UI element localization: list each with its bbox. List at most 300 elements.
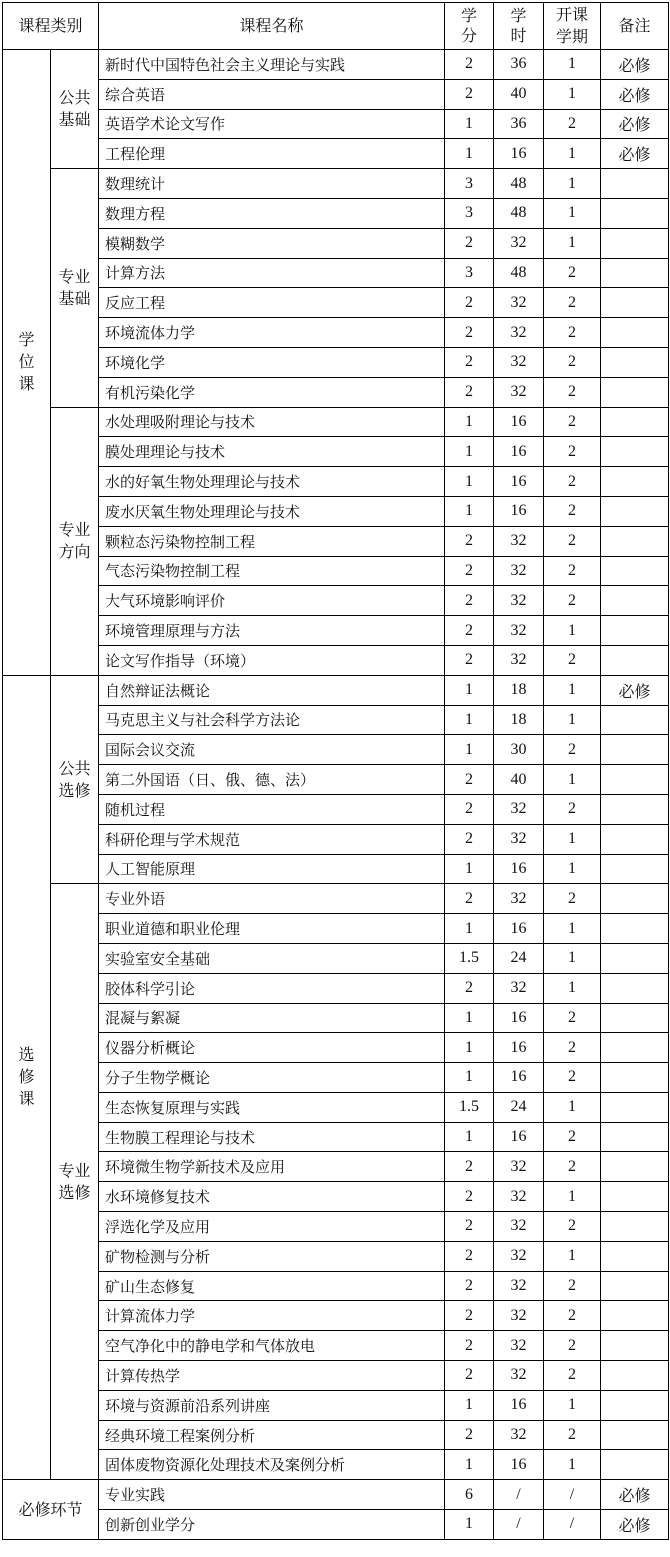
course-semester: 1 (544, 228, 601, 258)
subgroup-category-label: 专业方向 (58, 520, 91, 562)
group-category (3, 50, 51, 676)
course-semester: 2 (544, 407, 601, 437)
course-note (601, 884, 669, 914)
course-name: 创新创业学分 (99, 1510, 445, 1540)
course-name: 计算流体力学 (99, 1301, 445, 1331)
course-credit: 2 (445, 1152, 494, 1182)
table-row (3, 228, 669, 258)
course-note (601, 228, 669, 258)
course-hours: 18 (494, 675, 544, 705)
course-note (601, 1063, 669, 1093)
table-row (3, 1063, 669, 1093)
course-semester: / (544, 1480, 601, 1510)
course-credit: 2 (445, 79, 494, 109)
table-row (3, 1241, 669, 1271)
course-note (601, 556, 669, 586)
course-semester: 1 (544, 914, 601, 944)
course-name: 随机过程 (99, 794, 445, 824)
course-name: 环境微生物学新技术及应用 (99, 1152, 445, 1182)
course-credit: 1 (445, 437, 494, 467)
course-note: 必修 (601, 1480, 669, 1510)
table-row (3, 1420, 669, 1450)
course-semester: 1 (544, 705, 601, 735)
course-note (601, 1241, 669, 1271)
subgroup-category (51, 675, 99, 884)
table-row (3, 705, 669, 735)
table-row (3, 526, 669, 556)
course-name: 环境管理原理与方法 (99, 616, 445, 646)
header-course-name: 课程名称 (99, 3, 445, 50)
course-note (601, 318, 669, 348)
table-row (3, 318, 669, 348)
course-name: 马克思主义与社会科学方法论 (99, 705, 445, 735)
table-row (3, 377, 669, 407)
table-row (3, 79, 669, 109)
course-note (601, 914, 669, 944)
course-note: 必修 (601, 675, 669, 705)
table-row (3, 735, 669, 765)
course-semester: 2 (544, 645, 601, 675)
course-hours: 32 (494, 347, 544, 377)
course-name: 颗粒态污染物控制工程 (99, 526, 445, 556)
course-credit: 1 (445, 1390, 494, 1420)
subgroup-category (51, 407, 99, 675)
header-hours: 学时 (494, 3, 544, 50)
course-semester: 1 (544, 675, 601, 705)
table-row (3, 1212, 669, 1242)
course-semester: 2 (544, 1003, 601, 1033)
course-note (601, 496, 669, 526)
course-hours: 40 (494, 765, 544, 795)
table-row (3, 1361, 669, 1391)
course-semester: 2 (544, 1063, 601, 1093)
course-credit: 2 (445, 556, 494, 586)
table-row (3, 1450, 669, 1480)
subgroup-category (51, 50, 99, 169)
table-row (3, 675, 669, 705)
table-row (3, 198, 669, 228)
course-semester: 1 (544, 139, 601, 169)
course-note (601, 1331, 669, 1361)
group-category: 必修环节 (3, 1480, 99, 1540)
course-name: 水的好氧生物处理理论与技术 (99, 467, 445, 497)
course-note (601, 347, 669, 377)
course-hours: 16 (494, 407, 544, 437)
course-note (601, 258, 669, 288)
course-note (601, 198, 669, 228)
course-note: 必修 (601, 79, 669, 109)
course-name: 专业外语 (99, 884, 445, 914)
course-note (601, 1033, 669, 1063)
course-name: 工程伦理 (99, 139, 445, 169)
course-semester: 1 (544, 1092, 601, 1122)
course-credit: 1 (445, 914, 494, 944)
course-semester: 2 (544, 437, 601, 467)
course-note (601, 1450, 669, 1480)
course-name: 计算传热学 (99, 1361, 445, 1391)
course-note (601, 824, 669, 854)
course-name: 科研伦理与学术规范 (99, 824, 445, 854)
course-note (601, 1420, 669, 1450)
course-credit: 2 (445, 794, 494, 824)
course-credit: 3 (445, 258, 494, 288)
course-credit: 2 (445, 526, 494, 556)
course-name: 专业实践 (99, 1480, 445, 1510)
course-hours: 16 (494, 1003, 544, 1033)
table-row (3, 884, 669, 914)
course-name: 浮选化学及应用 (99, 1212, 445, 1242)
course-hours: 24 (494, 943, 544, 973)
course-credit: 1 (445, 854, 494, 884)
course-credit: 6 (445, 1480, 494, 1510)
course-credit: 1 (445, 1450, 494, 1480)
course-credit: 2 (445, 884, 494, 914)
course-credit: 1 (445, 1003, 494, 1033)
course-name: 分子生物学概论 (99, 1063, 445, 1093)
course-note (601, 1182, 669, 1212)
course-credit: 1 (445, 705, 494, 735)
course-hours: 18 (494, 705, 544, 735)
course-note (601, 377, 669, 407)
course-hours: 32 (494, 288, 544, 318)
course-hours: 16 (494, 1122, 544, 1152)
course-hours: / (494, 1510, 544, 1540)
course-name: 有机污染化学 (99, 377, 445, 407)
course-credit: 2 (445, 1182, 494, 1212)
course-note (601, 854, 669, 884)
course-semester: 1 (544, 1450, 601, 1480)
course-name: 新时代中国特色社会主义理论与实践 (99, 50, 445, 80)
course-name: 生物膜工程理论与技术 (99, 1122, 445, 1152)
course-name: 英语学术论文写作 (99, 109, 445, 139)
course-hours: 36 (494, 50, 544, 80)
course-credit: 1 (445, 139, 494, 169)
course-note (601, 943, 669, 973)
table-row (3, 437, 669, 467)
course-credit: 1 (445, 1063, 494, 1093)
subgroup-category-label: 专业基础 (58, 266, 91, 308)
course-credit: 2 (445, 973, 494, 1003)
course-credit: 3 (445, 169, 494, 199)
table-row (3, 109, 669, 139)
subgroup-category (51, 884, 99, 1480)
course-hours: 32 (494, 824, 544, 854)
table-row (3, 407, 669, 437)
course-note (601, 1212, 669, 1242)
course-credit: 2 (445, 1241, 494, 1271)
subgroup-category-label: 专业选修 (58, 1160, 91, 1202)
course-hours: 16 (494, 1450, 544, 1480)
course-note (601, 794, 669, 824)
table-row (3, 854, 669, 884)
course-semester: 1 (544, 1241, 601, 1271)
course-hours: 36 (494, 109, 544, 139)
course-name: 水环境修复技术 (99, 1182, 445, 1212)
course-name: 综合英语 (99, 79, 445, 109)
course-hours: 32 (494, 1301, 544, 1331)
course-name: 环境流体力学 (99, 318, 445, 348)
course-credit: 2 (445, 1420, 494, 1450)
table-row (3, 1003, 669, 1033)
course-credit: 1 (445, 496, 494, 526)
course-semester: 2 (544, 884, 601, 914)
table-row (3, 258, 669, 288)
course-credit: 1 (445, 1510, 494, 1540)
table-row (3, 467, 669, 497)
header-note: 备注 (601, 3, 669, 50)
table-row (3, 1390, 669, 1420)
course-hours: 16 (494, 1033, 544, 1063)
table-row (3, 1092, 669, 1122)
course-name: 论文写作指导（环境） (99, 645, 445, 675)
course-name: 环境化学 (99, 347, 445, 377)
course-credit: 2 (445, 1271, 494, 1301)
course-semester: 1 (544, 1390, 601, 1420)
course-hours: 16 (494, 437, 544, 467)
course-hours: 32 (494, 1182, 544, 1212)
course-note (601, 586, 669, 616)
course-credit: 1.5 (445, 943, 494, 973)
course-note (601, 467, 669, 497)
course-name: 胶体科学引论 (99, 973, 445, 1003)
table-row (3, 1480, 669, 1510)
course-semester: 2 (544, 1301, 601, 1331)
course-name: 空气净化中的静电学和气体放电 (99, 1331, 445, 1361)
course-note (601, 973, 669, 1003)
course-note: 必修 (601, 109, 669, 139)
course-note (601, 288, 669, 318)
table-row (3, 616, 669, 646)
course-note (601, 1301, 669, 1331)
group-category (3, 675, 51, 1480)
course-credit: 1 (445, 1122, 494, 1152)
course-credit: 2 (445, 347, 494, 377)
table-row (3, 794, 669, 824)
course-note (601, 616, 669, 646)
course-note (601, 526, 669, 556)
table-row (3, 1033, 669, 1063)
course-hours: 24 (494, 1092, 544, 1122)
course-note (601, 1122, 669, 1152)
header-credit: 学分 (445, 3, 494, 50)
course-note: 必修 (601, 139, 669, 169)
course-name: 固体废物资源化处理技术及案例分析 (99, 1450, 445, 1480)
course-semester: 1 (544, 50, 601, 80)
course-name: 数理方程 (99, 198, 445, 228)
course-name: 实验室安全基础 (99, 943, 445, 973)
group-category-label: 选修课 (18, 1045, 35, 1109)
header-category: 课程类别 (3, 3, 99, 50)
course-credit: 2 (445, 645, 494, 675)
course-credit: 1 (445, 1033, 494, 1063)
course-semester: 2 (544, 377, 601, 407)
course-hours: / (494, 1480, 544, 1510)
course-hours: 16 (494, 139, 544, 169)
table-row (3, 914, 669, 944)
course-credit: 2 (445, 586, 494, 616)
course-semester: 2 (544, 467, 601, 497)
table-row (3, 1271, 669, 1301)
table-row (3, 50, 669, 80)
course-name: 混凝与絮凝 (99, 1003, 445, 1033)
course-credit: 2 (445, 50, 494, 80)
course-name: 废水厌氧生物处理理论与技术 (99, 496, 445, 526)
course-semester: 2 (544, 1271, 601, 1301)
table-row (3, 556, 669, 586)
course-name: 模糊数学 (99, 228, 445, 258)
course-semester: 1 (544, 169, 601, 199)
course-semester: 2 (544, 1331, 601, 1361)
course-semester: 2 (544, 1122, 601, 1152)
course-name: 职业道德和职业伦理 (99, 914, 445, 944)
course-note (601, 1390, 669, 1420)
course-name: 矿物检测与分析 (99, 1241, 445, 1271)
course-hours: 32 (494, 556, 544, 586)
table-row (3, 1152, 669, 1182)
course-hours: 48 (494, 258, 544, 288)
table-row (3, 1510, 669, 1540)
course-hours: 32 (494, 228, 544, 258)
table-row (3, 288, 669, 318)
course-semester: 2 (544, 526, 601, 556)
course-credit: 1.5 (445, 1092, 494, 1122)
course-hours: 32 (494, 1361, 544, 1391)
course-note: 必修 (601, 50, 669, 80)
course-credit: 2 (445, 318, 494, 348)
course-name: 自然辩证法概论 (99, 675, 445, 705)
course-hours: 16 (494, 467, 544, 497)
course-note (601, 765, 669, 795)
course-hours: 32 (494, 616, 544, 646)
course-credit: 2 (445, 1331, 494, 1361)
course-semester: 2 (544, 556, 601, 586)
course-hours: 32 (494, 1271, 544, 1301)
course-note (601, 1361, 669, 1391)
course-semester: 2 (544, 496, 601, 526)
course-name: 环境与资源前沿系列讲座 (99, 1390, 445, 1420)
course-note (601, 1271, 669, 1301)
table-row (3, 1331, 669, 1361)
course-credit: 2 (445, 824, 494, 854)
table-row (3, 347, 669, 377)
course-semester: 2 (544, 1420, 601, 1450)
curriculum-table (2, 2, 669, 1540)
table-row (3, 645, 669, 675)
course-semester: 2 (544, 735, 601, 765)
course-note (601, 645, 669, 675)
course-credit: 1 (445, 467, 494, 497)
table-row (3, 169, 669, 199)
course-note (601, 1092, 669, 1122)
course-semester: 1 (544, 79, 601, 109)
course-credit: 2 (445, 377, 494, 407)
course-name: 膜处理理论与技术 (99, 437, 445, 467)
course-semester: 2 (544, 258, 601, 288)
course-hours: 30 (494, 735, 544, 765)
course-name: 矿山生态修复 (99, 1271, 445, 1301)
course-semester: 2 (544, 1152, 601, 1182)
course-hours: 16 (494, 496, 544, 526)
course-semester: / (544, 1510, 601, 1540)
course-hours: 32 (494, 973, 544, 1003)
course-name: 水处理吸附理论与技术 (99, 407, 445, 437)
course-hours: 16 (494, 1063, 544, 1093)
course-note (601, 169, 669, 199)
course-semester: 1 (544, 198, 601, 228)
table-row (3, 765, 669, 795)
course-hours: 48 (494, 198, 544, 228)
course-hours: 32 (494, 794, 544, 824)
course-note (601, 735, 669, 765)
course-hours: 32 (494, 645, 544, 675)
course-hours: 40 (494, 79, 544, 109)
course-note (601, 437, 669, 467)
course-note (601, 1152, 669, 1182)
course-hours: 32 (494, 884, 544, 914)
course-name: 人工智能原理 (99, 854, 445, 884)
table-row (3, 586, 669, 616)
course-semester: 2 (544, 109, 601, 139)
course-hours: 32 (494, 318, 544, 348)
header-semester: 开课学期 (544, 3, 601, 50)
course-name: 大气环境影响评价 (99, 586, 445, 616)
course-credit: 2 (445, 1212, 494, 1242)
course-semester: 1 (544, 616, 601, 646)
course-name: 气态污染物控制工程 (99, 556, 445, 586)
course-semester: 1 (544, 854, 601, 884)
course-hours: 32 (494, 586, 544, 616)
course-credit: 2 (445, 1301, 494, 1331)
course-hours: 32 (494, 377, 544, 407)
course-name: 数理统计 (99, 169, 445, 199)
table-row (3, 824, 669, 854)
subgroup-category-label: 公共选修 (58, 758, 91, 800)
table-row (3, 973, 669, 1003)
course-semester: 2 (544, 1212, 601, 1242)
course-name: 仪器分析概论 (99, 1033, 445, 1063)
course-semester: 2 (544, 586, 601, 616)
course-semester: 2 (544, 288, 601, 318)
course-credit: 2 (445, 1361, 494, 1391)
course-credit: 2 (445, 228, 494, 258)
course-semester: 2 (544, 347, 601, 377)
course-hours: 16 (494, 854, 544, 884)
course-semester: 1 (544, 824, 601, 854)
table-row (3, 1182, 669, 1212)
course-note (601, 407, 669, 437)
table-body (3, 50, 669, 1540)
course-semester: 2 (544, 1033, 601, 1063)
table-row (3, 496, 669, 526)
course-credit: 1 (445, 109, 494, 139)
course-credit: 3 (445, 198, 494, 228)
course-semester: 2 (544, 1361, 601, 1391)
course-name: 计算方法 (99, 258, 445, 288)
table-row (3, 1122, 669, 1152)
course-hours: 32 (494, 1212, 544, 1242)
course-semester: 1 (544, 943, 601, 973)
course-name: 生态恢复原理与实践 (99, 1092, 445, 1122)
course-hours: 32 (494, 1331, 544, 1361)
course-hours: 16 (494, 1390, 544, 1420)
table-row (3, 1301, 669, 1331)
course-semester: 2 (544, 318, 601, 348)
course-hours: 32 (494, 1241, 544, 1271)
table-row (3, 139, 669, 169)
course-credit: 2 (445, 616, 494, 646)
subgroup-category (51, 169, 99, 407)
course-note (601, 1003, 669, 1033)
